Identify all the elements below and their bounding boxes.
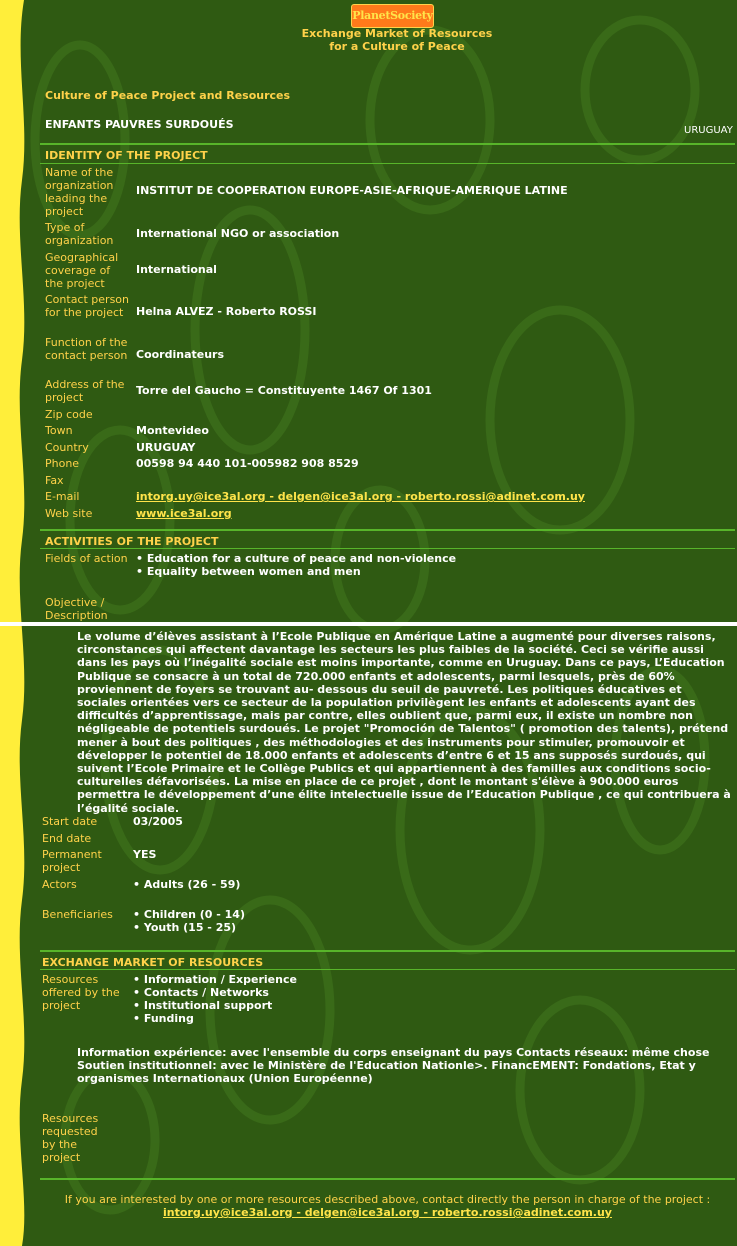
geo-value: International: [136, 263, 217, 276]
town-label: Town: [45, 424, 73, 437]
function-label: Function of the contact person: [45, 336, 128, 362]
list-item: • Youth (15 - 25): [133, 921, 245, 934]
permanent-label: Permanent project: [42, 848, 102, 874]
beneficiaries-list: [133, 908, 245, 934]
project-title: ENFANTS PAUVRES SURDOUÉS: [45, 118, 234, 131]
page-break: [0, 622, 737, 626]
planet-society-logo[interactable]: PlanetSociety: [351, 4, 434, 28]
footer-email-links[interactable]: intorg.uy@ice3al.org - delgen@ice3al.org - roberto.rossi@adinet.com.uy: [163, 1206, 612, 1219]
fields-list: [136, 552, 456, 578]
section-title: Culture of Peace Project and Resources: [45, 89, 291, 102]
org-value: INSTITUT DE COOPERATION EUROPE-ASIE-AFRIQUE-AMERIQUE LATINE: [136, 184, 568, 197]
exchange-heading: EXCHANGE MARKET OF RESOURCES: [42, 956, 264, 969]
phone-label: Phone: [45, 457, 80, 470]
function-value: Coordinateurs: [136, 348, 225, 361]
list-item: • Funding: [133, 1012, 297, 1025]
divider-rule: [40, 163, 735, 164]
contact-label: Contact person for the project: [45, 293, 129, 319]
header-line-2: for a Culture of Peace: [329, 40, 465, 53]
start-date-value: 03/2005: [133, 815, 183, 828]
divider-rule: [40, 548, 735, 549]
list-item: • Children (0 - 14): [133, 908, 245, 921]
end-date-label: End date: [42, 832, 92, 845]
list-item: • Equality between women and men: [136, 565, 456, 578]
list-item: • Institutional support: [133, 999, 297, 1012]
footer-text: If you are interested by one or more resources described above, contact directly the person in charge of the project :: [64, 1193, 711, 1206]
email-link[interactable]: intorg.uy@ice3al.org - delgen@ice3al.org - roberto.rossi@adinet.com.uy: [136, 490, 585, 503]
divider-rule: [40, 529, 735, 531]
email-label: E-mail: [45, 490, 80, 503]
org-label: Name of the organization leading the project: [45, 166, 114, 218]
geo-label: Geographical coverage of the project: [45, 251, 119, 290]
country-tag: URUGUAY: [684, 125, 733, 136]
zip-label: Zip code: [45, 408, 93, 421]
activities-heading: ACTIVITIES OF THE PROJECT: [45, 535, 219, 548]
permanent-value: YES: [133, 848, 157, 861]
offered-note: Information expérience: avec l'ensemble du corps enseignant du pays Contacts réseaux: même chose Soutien institutionnel: avec le Ministère de l'Education Nationle>. FinancEMENT: Fondations, Etat y organismes Internationaux (Union Européenne): [77, 1046, 710, 1086]
actors-label: Actors: [42, 878, 77, 891]
project-description: Le volume d’élèves assistant à l’Ecole Publique en Amérique Latine a augmenté pour diverses raisons, circonstances qui affectent davantage les secteurs les plus faibles de la société. Ceci se vérifie aussi dans les pays où l’inégalité sociale est moins importante, comme en Uruguay. Dans ce pays, L’Education Publique se consacre à un total de 720.000 enfants et adolescents, parmi lesquels, près de 60% proviennent de foyers se trouvant au- dessous du seuil de pauvreté. Les politiques éducatives et sociales orientées vers ce secteur de la population privilègent les enfants et adolescents ayant des difficultés d’apprentissage, mais par contre, elles oublient que, parmi eux, il existe un nombre non négligeable de potentiels surdoués. Le projet "Promoción de Talentos" ( promotion des talents), prétend mener à bout des politiques , des méthodologies et des instruments pour stimuler, promouvoir et développer le potentiel de 18.000 enfants et adolescents d’entre 6 et 15 ans supposés surdoués, qui suivent l’Ecole Primaire et le Collège Publics et qui appartiennent à des familles aux conditions socio-culturelles défavorisées. La mise en place de ce projet , dont le montant s'élève à 900.000 euros permettra le développement d’une élite intelectuelle issue de l’Education Publique , ce qui contribuera à l’égalité sociale.: [77, 630, 731, 815]
requested-label: Resources requested by the project: [42, 1112, 99, 1164]
web-label: Web site: [45, 507, 93, 520]
town-value: Montevideo: [136, 424, 209, 437]
country-label: Country: [45, 441, 89, 454]
fax-label: Fax: [45, 474, 64, 487]
objective-label: Objective / Description: [45, 596, 108, 622]
web-link[interactable]: www.ice3al.org: [136, 507, 232, 520]
actors-list: [133, 878, 240, 891]
beneficiaries-label: Beneficiaries: [42, 908, 113, 921]
offered-list: [133, 973, 297, 1025]
type-label: Type of organization: [45, 221, 114, 247]
list-item: • Contacts / Networks: [133, 986, 297, 999]
divider-rule: [40, 969, 735, 970]
list-item: • Education for a culture of peace and non-violence: [136, 552, 456, 565]
address-label: Address of the project: [45, 378, 125, 404]
phone-value: 00598 94 440 101-005982 908 8529: [136, 457, 359, 470]
identity-heading: IDENTITY OF THE PROJECT: [45, 149, 208, 162]
fields-label: Fields of action: [45, 552, 128, 565]
address-value: Torre del Gaucho = Constituyente 1467 Of 1301: [136, 384, 432, 397]
divider-rule: [40, 1178, 735, 1180]
list-item: • Information / Experience: [133, 973, 297, 986]
list-item: • Adults (26 - 59): [133, 878, 240, 891]
contact-value: Helna ALVEZ - Roberto ROSSI: [136, 305, 317, 318]
divider-rule: [40, 950, 735, 952]
header-line-1: Exchange Market of Resources: [301, 27, 493, 40]
type-value: International NGO or association: [136, 227, 340, 240]
start-date-label: Start date: [42, 815, 98, 828]
offered-label: Resources offered by the project: [42, 973, 120, 1012]
divider-rule: [40, 143, 735, 145]
country-value: URUGUAY: [136, 441, 196, 454]
